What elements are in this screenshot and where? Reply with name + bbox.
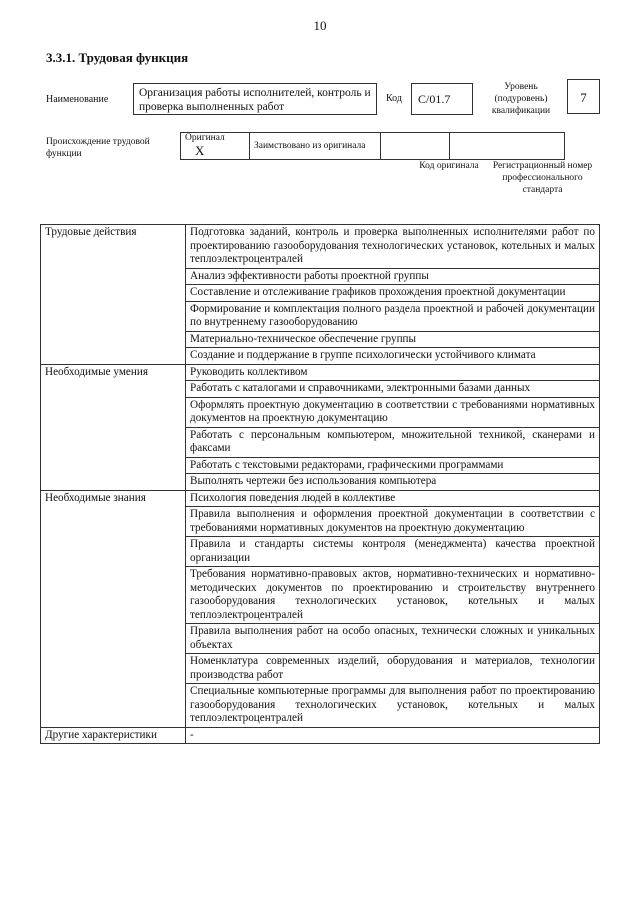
level-value: 7	[567, 79, 600, 114]
row-item: Материально-техническое обеспечение группы	[186, 331, 600, 348]
row-item: Правила и стандарты системы контроля (менеджмента) качества проектной организации	[186, 537, 600, 567]
row-item: Создание и поддержание в группе психологически устойчивого климата	[186, 348, 600, 365]
page-number: 10	[313, 18, 327, 33]
origin-original-mark: X	[195, 143, 205, 158]
row-item: Правила выполнения работ на особо опасных, технически сложных и уникальных объектах	[186, 624, 600, 654]
origin-label: Происхождение трудовой функции	[46, 137, 150, 159]
row-item: Правила выполнения и оформления проектной документации в соответствии с требованиями нормативных документов на проектную документацию	[186, 507, 600, 537]
table-row	[41, 490, 600, 507]
row-category: Другие характеристики	[41, 727, 186, 744]
origin-borrowed-label: Заимствовано из оригинала	[254, 140, 366, 151]
code-value: C/01.7	[411, 83, 473, 115]
row-item: Составление и отслеживание графиков прохождения проектной документации	[186, 285, 600, 302]
section-title: 3.3.1. Трудовая функция	[46, 50, 189, 65]
level-label	[481, 81, 561, 117]
row-category: Необходимые умения	[41, 364, 186, 490]
functions-table	[40, 224, 600, 744]
table-row	[41, 225, 600, 269]
row-item: Выполнять чертежи без использования компьютера	[186, 474, 600, 491]
row-item: -	[186, 727, 600, 744]
name-value: Организация работы исполнителей, контроль и проверка выполненных работ	[133, 83, 377, 115]
origin-borrowed-cell	[250, 133, 381, 160]
row-item: Формирование и комплектация полного раздела проектной и рабочей документации по внутреннему газооборудованию	[186, 301, 600, 331]
row-item: Подготовка заданий, контроль и проверка выполненных исполнителями работ по проектированию газооборудования технологических установок, котельных и малых теплоэлектроцентралей	[186, 225, 600, 269]
origin-original-label: Оригинал	[185, 133, 225, 143]
row-item: Руководить коллективом	[186, 364, 600, 381]
row-item: Анализ эффективности работы проектной группы	[186, 268, 600, 285]
row-item: Специальные компьютерные программы для выполнения работ по проектированию газооборудования технологических установок, котельных и малых теплоэлектроцентралей	[186, 684, 600, 728]
name-label: Наименование	[46, 94, 109, 105]
row-item: Работать с текстовыми редакторами, графическими программами	[186, 457, 600, 474]
row-category: Необходимые знания	[41, 490, 186, 727]
table-row	[41, 727, 600, 744]
row-item: Оформлять проектную документацию в соответствии с требованиями нормативных документов на проектную документацию	[186, 397, 600, 427]
row-item: Психология поведения людей в коллективе	[186, 490, 600, 507]
caption-code-original: Код оригинала	[419, 161, 479, 171]
code-label: Код	[386, 93, 402, 104]
row-item: Работать с каталогами и справочниками, электронными базами данных	[186, 381, 600, 398]
row-item: Номенклатура современных изделий, оборудования и материалов, технологии производства работ	[186, 654, 600, 684]
row-category: Трудовые действия	[41, 225, 186, 365]
level-label-text: Уровень (подуровень) квалификации	[491, 82, 551, 116]
origin-reg-cell	[450, 133, 565, 160]
origin-original-cell	[181, 133, 250, 160]
row-item: Требования нормативно-правовых актов, нормативно-технических и нормативно-методических документов по проектированию и строительству внутреннего газооборудования технологических установок, котельных и малых теплоэлектроцентралей	[186, 567, 600, 624]
table-row	[41, 364, 600, 381]
origin-table	[180, 132, 565, 160]
caption-registration-number: Регистрационный номер профессионального стандарта	[492, 161, 593, 195]
row-item: Работать с персональным компьютером, множительной техникой, сканерами и факсами	[186, 427, 600, 457]
origin-code-cell	[381, 133, 450, 160]
